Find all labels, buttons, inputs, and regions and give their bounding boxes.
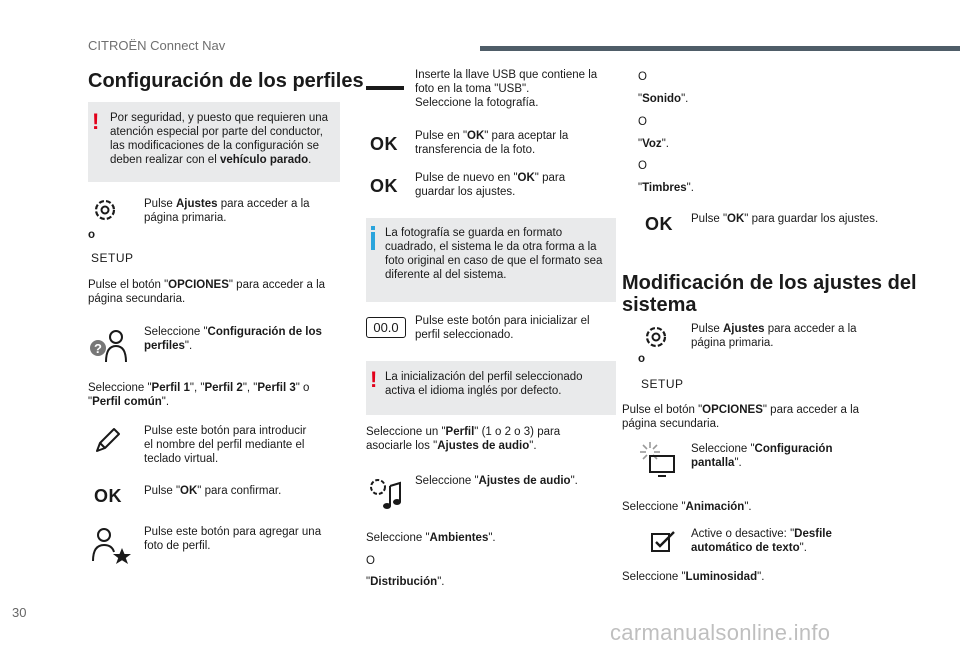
info-icon-dot xyxy=(371,226,375,230)
ok-transfer-instruction: Pulse en "OK" para aceptar la transferencia de la foto. xyxy=(415,130,569,156)
ok-save-right-instruction: Pulse "OK" para guardar los ajustes. xyxy=(691,213,879,225)
or-label-r3: O xyxy=(638,160,647,172)
info-text: La fotografía se guarda en formato cuadrado, el sistema le da otra forma a la foto original en caso de que el formato sea diferente al del sistema. xyxy=(385,227,603,281)
warning-icon-2: ! xyxy=(370,367,378,392)
voz-option: "Voz". xyxy=(638,138,669,150)
header-bar xyxy=(480,46,960,51)
screen-config-icon xyxy=(638,440,678,478)
pencil-instruction: Pulse este botón para introducir el nombre del perfil mediante el teclado virtual. xyxy=(144,425,307,465)
ok-button-save: OK xyxy=(370,176,398,196)
warning-text: Por seguridad, y puesto que requieren una atención especial por parte del conductor, las modificaciones de la configuración se deben realizar con el vehículo parado. xyxy=(110,112,329,166)
audio-settings-icon xyxy=(366,476,406,512)
or-label: o xyxy=(88,229,96,241)
profile-question-icon xyxy=(88,328,130,364)
watermark: carmanualsonline.info xyxy=(610,620,831,645)
profile-star-icon xyxy=(88,526,132,564)
ok-button-right: OK xyxy=(645,214,673,234)
settings-gear-icon-2 xyxy=(642,323,670,351)
ok-confirm-instruction: Pulse "OK" para confirmar. xyxy=(144,485,282,497)
info-icon xyxy=(371,232,375,250)
opciones-instruction-2: Pulse el botón "OPCIONES" para acceder a la página secundaria. xyxy=(622,404,860,430)
usb-bar-icon xyxy=(366,86,404,90)
setup-button: SETUP xyxy=(91,251,134,265)
section-title-system: Modificación de los ajustes del sistema xyxy=(622,272,917,316)
ok-button: OK xyxy=(94,486,122,506)
luminosidad-instruction: Seleccione "Luminosidad". xyxy=(622,571,765,583)
setup-button-2: SETUP xyxy=(641,377,684,391)
scroll-text-instruction: Active o desactive: "Desfile automático de texto". xyxy=(691,528,832,554)
settings-instruction: Pulse Ajustes para acceder a la página primaria. xyxy=(144,198,310,224)
checkbox-icon xyxy=(650,529,676,553)
warning-icon: ! xyxy=(92,109,100,134)
animacion-instruction: Seleccione "Animación". xyxy=(622,501,752,513)
svg-text:?: ? xyxy=(94,341,102,356)
or-label-mid: O xyxy=(366,555,375,567)
usb-instruction: Inserte la llave USB que contiene la foto en la toma "USB". Seleccione la fotografía. xyxy=(415,69,598,109)
or-label-r2: O xyxy=(638,116,647,128)
warning-text-2: La inicialización del perfil seleccionado activa el idioma inglés por defecto. xyxy=(385,371,583,397)
add-photo-instruction: Pulse este botón para agregar una foto de perfil. xyxy=(144,526,322,552)
opciones-instruction: Pulse el botón "OPCIONES" para acceder a la página secundaria. xyxy=(88,279,326,305)
page-number: 30 xyxy=(12,605,27,620)
settings-gear-icon xyxy=(91,196,119,224)
ok-save-instruction: Pulse de nuevo en "OK" para guardar los ajustes. xyxy=(415,172,566,198)
ambientes-instruction: Seleccione "Ambientes". xyxy=(366,532,496,544)
or-label-r1: O xyxy=(638,71,647,83)
reset-button: 00.0 xyxy=(366,317,406,338)
screen-config-instruction: Seleccione "Configuración pantalla". xyxy=(691,443,833,469)
timbres-option: "Timbres". xyxy=(638,182,694,194)
select-profile-number: Seleccione "Perfil 1", "Perfil 2", "Perfil 3" o "Perfil común". xyxy=(88,382,310,408)
brand-header: CITROËN Connect Nav xyxy=(88,38,226,53)
reset-instruction: Pulse este botón para inicializar el perfil seleccionado. xyxy=(415,315,590,341)
audio-select-instruction: Seleccione "Ajustes de audio". xyxy=(415,475,578,487)
distribucion-option: "Distribución". xyxy=(366,576,445,588)
pencil-icon xyxy=(93,425,123,455)
or-label-2: o xyxy=(638,353,646,365)
section-title-profiles: Configuración de los perfiles xyxy=(88,70,364,92)
ok-button-transfer: OK xyxy=(370,134,398,154)
assoc-instruction: Seleccione un "Perfil" (1 o 2 o 3) para asociarle los "Ajustes de audio". xyxy=(366,426,561,452)
settings-instruction-2: Pulse Ajustes para acceder a la página primaria. xyxy=(691,323,857,349)
select-profile-config: Seleccione "Configuración de los perfiles". xyxy=(144,326,322,352)
sonido-option: "Sonido". xyxy=(638,93,689,105)
